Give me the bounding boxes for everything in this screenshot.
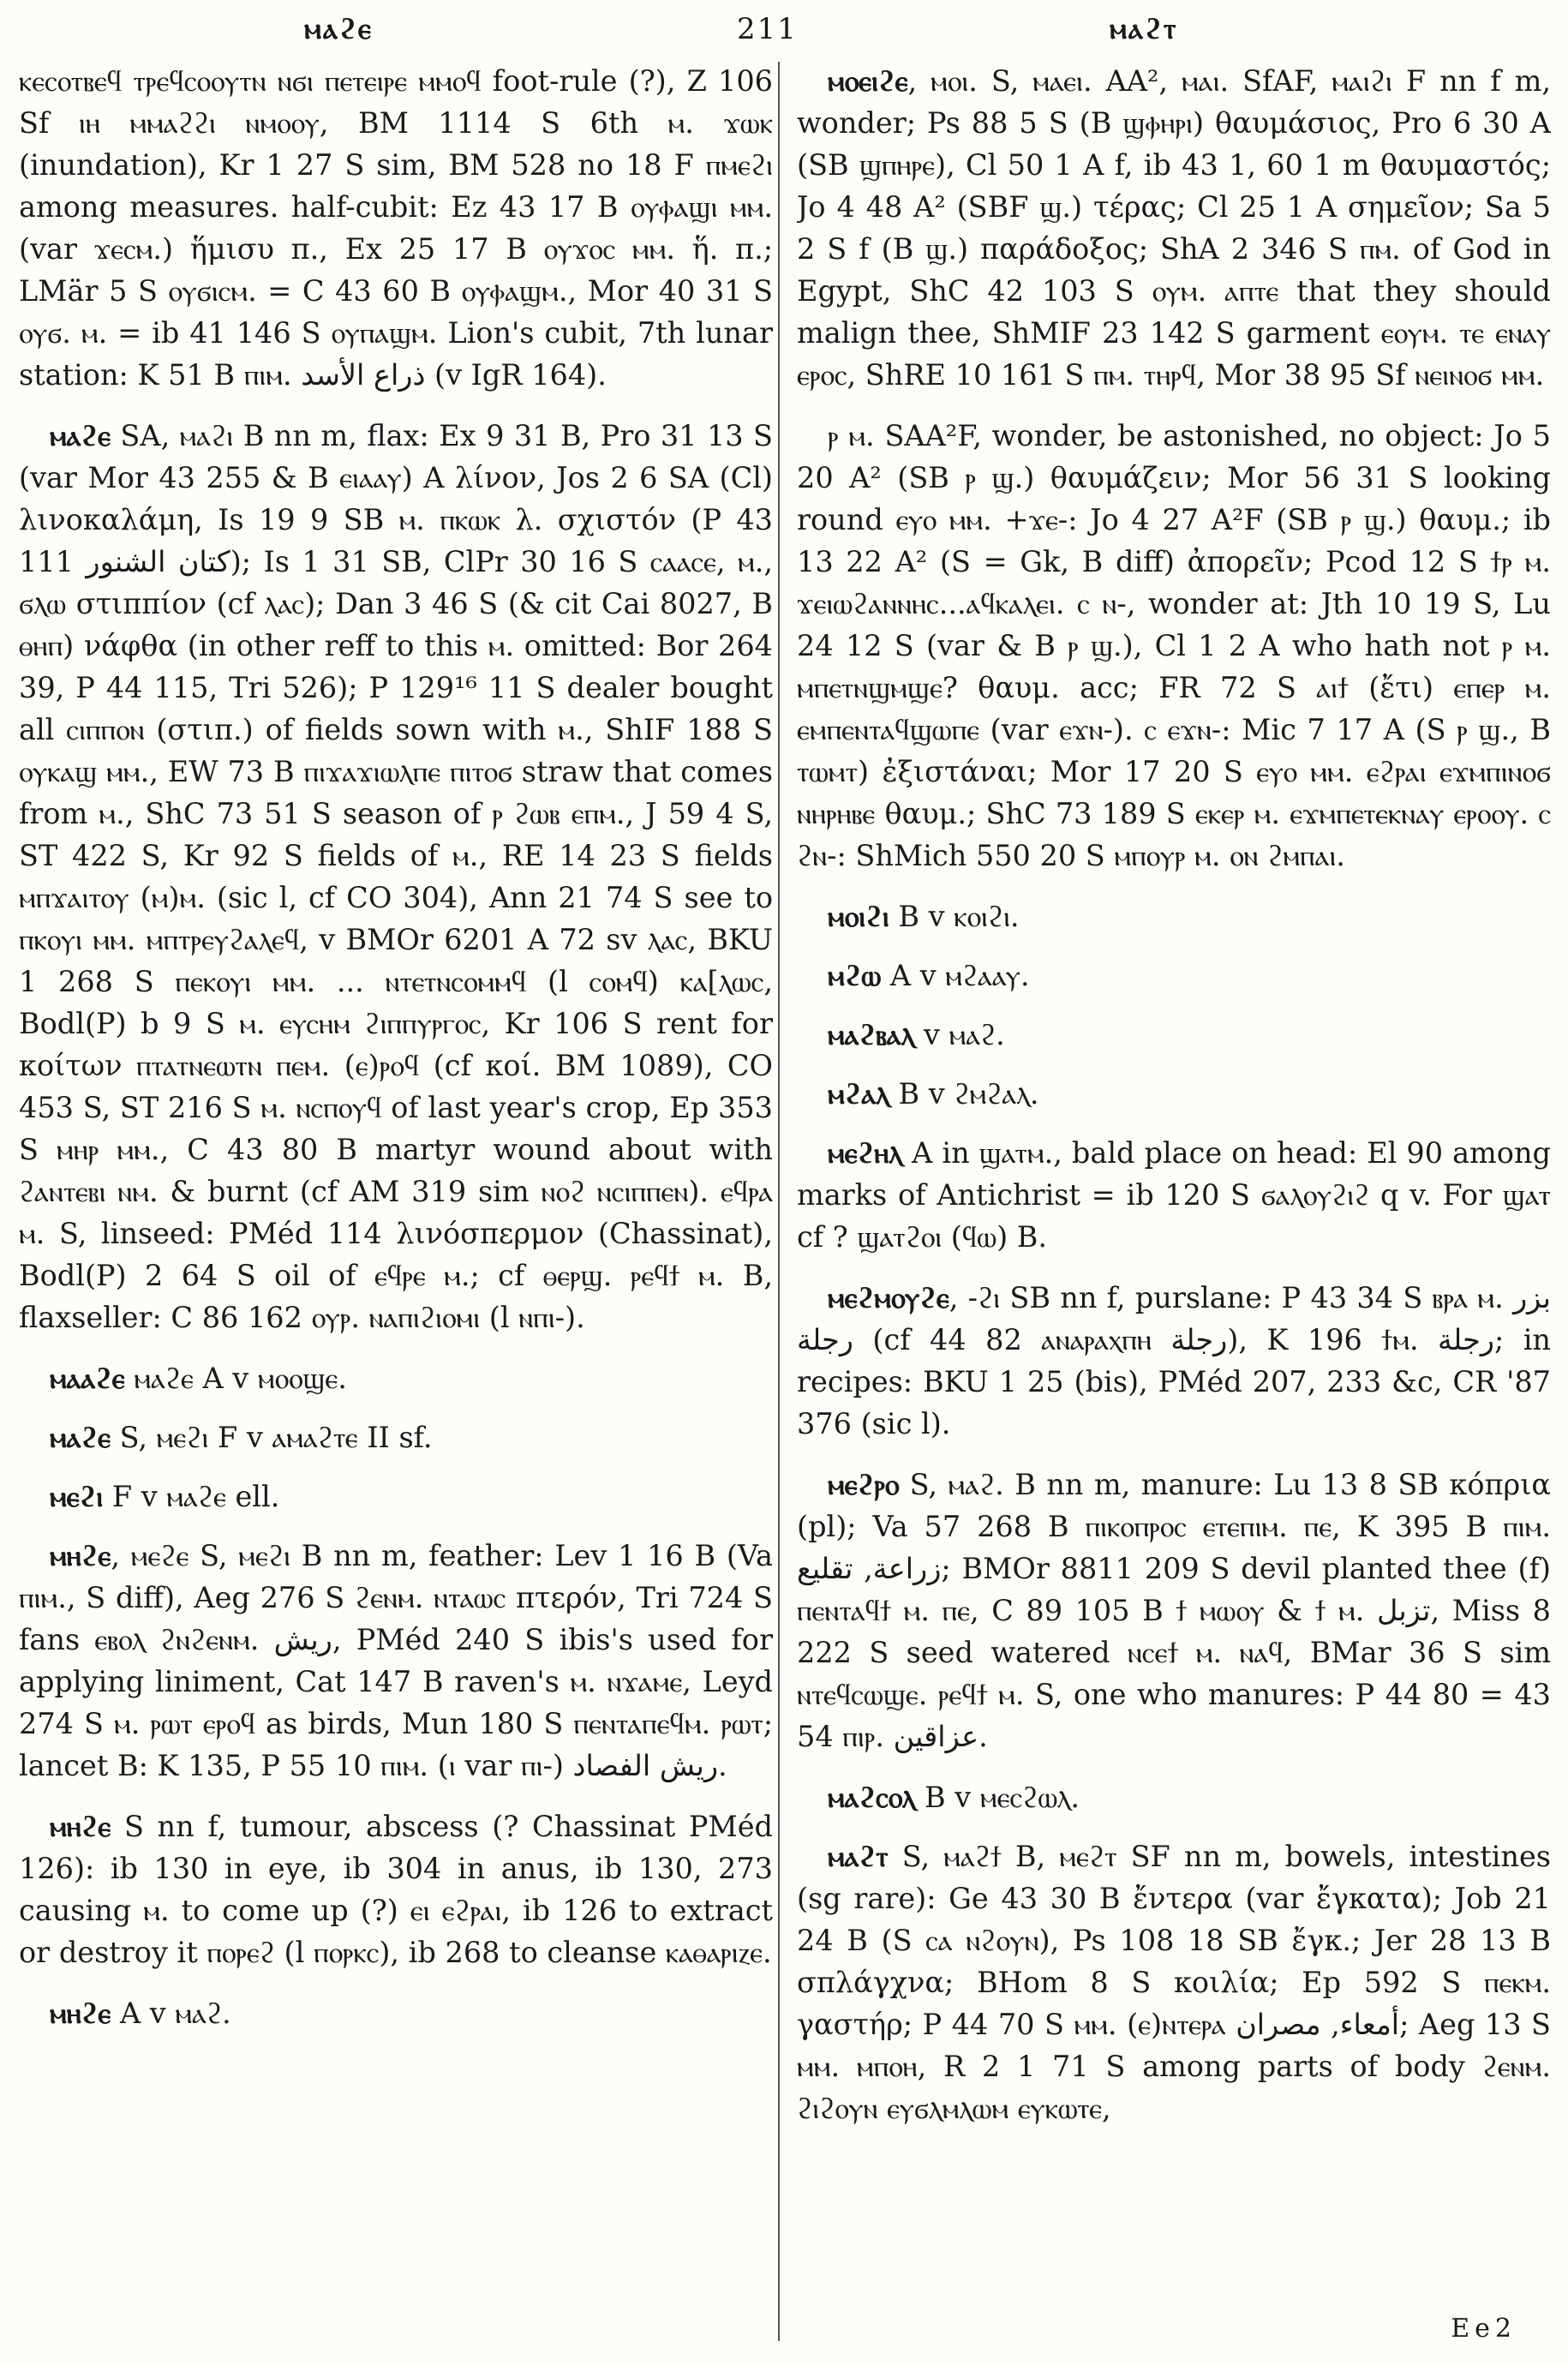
entry-headword: ⲙⲁϩⲥⲟⲗ [828,1781,916,1814]
dictionary-entry [19,415,773,1338]
dictionary-entry [797,60,1551,396]
entry-headword: ⲙⲟⲉⲓϩⲉ [828,64,908,98]
cross-reference [797,1776,1551,1818]
dictionary-entry [797,1835,1551,2129]
dictionary-entry [797,1464,1551,1757]
entry-text: ⲕⲉⲥⲟⲧⲃⲉϥ ⲧⲣⲉϥⲥⲟⲟⲩⲧⲛ ⲛϭⲓ ⲡⲉⲧⲉⲓⲣⲉ ⲙⲙⲟϥ foot-rule (?), Z 106 Sf ⲓⲏ ⲙⲙⲁϩϩⲓ ⲛⲙⲟⲟⲩ, BM 1114 S 6th ⲙ. ϫⲱⲕ (inundation), Kr 1 27 S sim, BM 528 no 18 F ⲡⲙⲉϩⲓ among measures. half-cubit: Ez 43 17 B ⲟⲩⲫⲁϣⲓ ⲙⲙ. (var ϫⲉⲥⲙ.) ἥμισυ π., Ex 25 17 B ⲟⲩϫⲟⲥ ⲙⲙ. ἥ. π.; LMär 5 S ⲟⲩϭⲓⲥⲙ. = C 43 60 B ⲟⲩⲫⲁϣⲙ., Mor 40 31 S ⲟⲩϭ. ⲙ. = ib 41 146 S ⲟⲩⲡⲁϣⲙ. Lion's cubit, 7th lunar station: K 51 B ⲡⲓⲙ. ذراع الأسد (v IgR 164). [19,64,773,392]
cross-reference [19,1992,773,2034]
entry-text: , -ϩⲓ SB nn f, purslane: P 43 34 S ⲃⲣⲁ ⲙ. بزر رجلة (cf 44 82 ⲁⲛⲁⲣⲁⲭⲡⲏ رجلة), K 196 ϯⲙ. رجلة; in recipes: BKU 1 25 (bis), PMéd 207, 233 &c, CR '87 376 (sic l). [797,1281,1551,1440]
entry-text: A in ϣⲁⲧⲙ., bald place on head: El 90 among marks of Antichrist = ib 120 S ϭⲁⲗⲟⲩϩⲓϩ q v. For ϣⲁⲧ cf ? ϣⲁⲧϩⲟⲓ (ϥⲱ) B. [797,1136,1551,1254]
entry-headword: ⲙⲁϩⲉ [50,419,111,452]
right-column [797,60,1551,2322]
dictionary-entry [797,415,1551,877]
right-running-head: ⲙⲁϩⲧ [1110,12,1178,46]
entry-headword: ⲙϩⲱ [828,959,882,992]
left-running-head: ⲙⲁϩⲉ [304,12,374,46]
column-divider [778,62,780,2341]
entry-text: B v ϩⲙϩⲁⲗ. [889,1077,1039,1111]
entry-headword: ⲙⲁϩⲃⲁⲗ [828,1018,915,1051]
cross-reference [797,1014,1551,1056]
entry-headword: ⲙⲟⲓϩⲓ [828,900,889,933]
entry-headword: ⲙⲉϩⲏⲗ [828,1136,903,1170]
dictionary-entry [19,1535,773,1787]
entry-text: S, ⲙⲁϩϯ B, ⲙⲉϩⲧ SF nn m, bowels, intestines (sg rare): Ge 43 30 B ἔντερα (var ἔγκατα); Job 21 24 B (S ⲥⲁ ⲛϩⲟⲩⲛ), Ps 108 18 SB ἔγκ.; Jer 28 13 B σπλάγχνα; BHom 8 S κοιλία; Ep 592 S ⲡⲉⲕⲙ. γαστήρ; P 44 70 S ⲙⲙ. (ⲉ)ⲛⲧⲉⲣⲁ أمعاء, مصران; Aeg 13 S ⲙⲙ. ⲙⲡⲟⲏ, R 2 1 71 S among parts of body ϩⲉⲛⲙ. ϩⲓϩⲟⲩⲛ ⲉⲩϭⲗⲙⲗⲱⲙ ⲉⲩⲕⲱⲧⲉ, [797,1840,1551,2125]
entry-text: B v ⲙⲉⲥϩⲱⲗ. [915,1781,1080,1814]
left-column [19,60,773,2322]
dictionary-entry [19,60,773,396]
entry-headword: ⲙⲏϩⲉ [50,1539,111,1572]
entry-headword: ⲙⲁϩⲉ [50,1421,111,1454]
entry-text: , ⲙⲉϩⲉ S, ⲙⲉϩⲓ B nn m, feather: Lev 1 16 B (Va ⲡⲓⲙ., S diff), Aeg 276 S ϩⲉⲛⲙ. ⲛⲧⲁⲱⲥ πτερόν, Tri 724 S fans ⲉⲃⲟⲗ ϩⲛϩⲉⲛⲙ. ريش, PMéd 240 S ibis's used for applying liniment, Cat 147 B raven's ⲙ. ⲛϫⲁⲙⲉ, Leyd 274 S ⲙ. ⲣⲱⲧ ⲉⲣⲟϥ as birds, Mun 180 S ⲡⲉⲛⲧⲁⲡⲉϥⲙ. ⲣⲱⲧ; lancet B: K 135, P 55 10 ⲡⲓⲙ. (ⲓ var ⲡⲓ-) ريش الفصاد. [19,1539,773,1782]
entry-text: SA, ⲙⲁϩⲓ B nn m, flax: Ex 9 31 B, Pro 31 13 S (var Mor 43 255 & B ⲉⲓⲁⲁⲩ) A λίνον, Jos 2 6 SA (Cl) λινοκαλάμη, Is 19 9 SB ⲙ. ⲡⲕⲱⲕ λ. σχιστόν (P 43 111 كتان الشنور); Is 1 31 SB, ClPr 30 16 S ⲥⲁⲁⲥⲉ, ⲙ., ϭⲗⲱ στιππίον (cf ⲗⲁⲥ); Dan 3 46 S (& cit Cai 8027, B ⲑⲏⲡ) νάφθα (in other reff to this ⲙ. omitted: Bor 264 39, P 44 115, Tri 526); P 129¹⁶ 11 S dealer bought all ⲥⲓⲡⲡⲟⲛ (στιπ.) of fields sown with ⲙ., ShIF 188 S ⲟⲩⲕⲁϣ ⲙⲙ., EW 73 B ⲡⲓϫⲁϫⲓⲱⲗⲡⲉ ⲡⲓⲧⲟϭ straw that comes from ⲙ., ShC 73 51 S season of ⲣ ϩⲱⲃ ⲉⲡⲙ., J 59 4 S, ST 422 S, Kr 92 S fields of ⲙ., RE 14 23 S fields ⲙⲡϫⲁⲓⲧⲟⲩ (ⲙ)ⲙ. (sic l, cf CO 304), Ann 21 74 S see to ⲡⲕⲟⲩⲓ ⲙⲙ. ⲙⲡⲧⲣⲉⲩϩⲁⲗⲉϥ, v BMOr 6201 A 72 sv ⲗⲁⲥ, BKU 1 268 S ⲡⲉⲕⲟⲩⲓ ⲙⲙ. ... ⲛⲧⲉⲧⲛⲥⲟⲙⲙϥ (l ⲥⲟⲙϥ) ⲕⲁ[ⲗⲱⲥ, Bodl(P) b 9 S ⲙ. ⲉⲩⲥⲏⲙ ϩⲓⲡⲡⲩⲣⲅⲟⲥ, Kr 106 S rent for κοίτων ⲡⲧⲁⲧⲛⲉⲱⲧⲛ ⲡⲉⲙ. (ⲉ)ⲣⲟϥ (cf κοί. BM 1089), CO 453 S, ST 216 S ⲙ. ⲛⲥⲡⲟⲩϥ of last year's crop, Ep 353 S ⲙⲏⲣ ⲙⲙ., C 43 80 B martyr wound about with ϩⲁⲛⲧⲉⲃⲓ ⲛⲙ. & burnt (cf AM 319 sim ⲛⲟϩ ⲛⲥⲓⲡⲡⲉⲛ). ⲉϥⲣⲁ ⲙ. S, linseed: PMéd 114 λινόσπερμον (Chassinat), Bodl(P) 2 64 S oil of ⲉϥⲣⲉ ⲙ.; cf ⲑⲉⲣϣ. ⲣⲉϥϯ ⲙ. B, flaxseller: C 86 162 ⲟⲩⲣ. ⲛⲁⲡⲓϩⲓⲟⲙⲓ (l ⲛⲡⲓ-). [19,419,773,1334]
entry-headword: ⲙⲉϩⲓ [50,1480,104,1513]
entry-headword: ⲙⲉϩⲣⲟ [828,1468,900,1501]
entry-headword: ⲙⲉϩⲙⲟⲩϩⲉ [828,1281,949,1314]
entry-headword: ⲙⲁϩⲧ [828,1840,889,1873]
dictionary-entry [797,1277,1551,1445]
entry-headword: ⲙϩⲁⲗ [828,1077,889,1111]
entry-text: ⲙⲁϩⲉ A v ⲙⲟⲟϣⲉ. [124,1362,347,1395]
signature-mark: Ee2 [1451,2314,1517,2344]
entry-text: ⲣ ⲙ. SAA²F, wonder, be astonished, no object: Jo 5 20 A² (SB ⲣ ϣ.) θαυμάζειν; Mor 56 31 S looking round ⲉⲩⲟ ⲙⲙ. +ϫⲉ-: Jo 4 27 A²F (SB ⲣ ϣ.) θαυμ.; ib 13 22 A² (S = Gk, B diff) ἀπορεῖν; Pcod 12 S ϯⲣ ⲙ. ϫⲉⲓⲱϩⲁⲛⲛⲏⲥ...ⲁϥⲕⲁⲗⲉⲓ. ⲥ ⲛ-, wonder at: Jth 10 19 S, Lu 24 12 S (var & B ⲣ ϣ.), Cl 1 2 A who hath not ⲣ ⲙ. ⲙⲡⲉⲧⲛϣⲙϣⲉ? θαυμ. acc; FR 72 S ⲁⲓϯ (ἔτι) ⲉⲡⲉⲣ ⲙ. ⲉⲙⲡⲉⲛⲧⲁϥϣⲱⲡⲉ (var ⲉϫⲛ-). ⲥ ⲉϫⲛ-: Mic 7 17 A (S ⲣ ϣ., B ⲧⲱⲙⲧ) ἐξιστάναι; Mor 17 20 S ⲉⲩⲟ ⲙⲙ. ⲉϩⲣⲁⲓ ⲉϫⲙⲡⲓⲛⲟϭ ⲛⲏⲣⲏⲃⲉ θαυμ.; ShC 73 189 S ⲉⲕⲉⲣ ⲙ. ⲉϫⲙⲡⲉⲧⲉⲕⲛⲁⲩ ⲉⲣⲟⲟⲩ. ⲥ ϩⲛ-: ShMich 550 20 S ⲙⲡⲟⲩⲣ ⲙ. ⲟⲛ ϩⲙⲡⲁⲓ. [797,419,1551,872]
dictionary-entry [19,1805,773,1973]
entry-text: , ⲙⲟⲓ. S, ⲙⲁⲉⲓ. AA², ⲙⲁⲓ. SfAF, ⲙⲁⲓϩⲓ F nn f m, wonder; Ps 88 5 S (B ϣⲫⲏⲣⲓ) θαυμάσιος, Pro 6 30 A (SB ϣⲡⲏⲣⲉ), Cl 50 1 A f, ib 43 1, 60 1 m θαυμαστός; Jo 4 48 A² (SBF ϣ.) τέρας; Cl 25 1 A σημεῖον; Sa 5 2 S f (B ϣ.) παράδοξος; ShA 2 346 S ⲡⲙ. of God in Egypt, ShC 42 103 S ⲟⲩⲙ. ⲁⲡⲧⲉ that they should malign thee, ShMIF 23 142 S garment ⲉⲟⲩⲙ. ⲧⲉ ⲉⲛⲁⲩ ⲉⲣⲟⲥ, ShRE 10 161 S ⲡⲙ. ⲧⲏⲣϥ, Mor 38 95 Sf ⲛⲉⲓⲛⲟϭ ⲙⲙ. [797,64,1551,392]
page-number: 211 [737,12,798,46]
entry-text: F v ⲙⲁϩⲉ ell. [103,1480,280,1513]
entry-headword: ⲙⲏϩⲉ [50,1810,111,1843]
entry-text: S nn f, tumour, abscess (? Chassinat PMéd 126): ib 130 in eye, ib 304 in anus, ib 130, 273 causing ⲙ. to come up (?) ⲉⲓ ⲉϩⲣⲁⲓ, ib 126 to extract or destroy it ⲡⲟⲣⲉϩ (l ⲡⲟⲣⲕⲥ), ib 268 to cleanse ⲕⲁⲑⲁⲣⲓⲍⲉ. [19,1810,773,1969]
dictionary-entry [797,1132,1551,1258]
cross-reference [19,1476,773,1518]
entry-text: A v ⲙⲁϩ. [111,1997,231,2030]
cross-reference [19,1357,773,1399]
cross-reference [797,895,1551,937]
entry-text: S, ⲙⲁϩ. B nn m, manure: Lu 13 8 SB κόπρια (pl); Va 57 268 B ⲡⲓⲕⲟⲡⲣⲟⲥ ⲉⲧⲉⲡⲓⲙ. ⲡⲉ, K 395 B ⲡⲓⲙ. زراعة, تقليع; BMOr 8811 209 S devil planted thee (f) ⲡⲉⲛⲧⲁϥϯ ⲙ. ⲡⲉ, C 89 105 B ϯ ⲙⲱⲟⲩ & ϯ ⲙ. تزبل, Miss 8 222 S seed watered ⲛⲥⲉϯ ⲙ. ⲛⲁϥ, BMar 36 S sim ⲛⲧⲉϥⲥⲱϣⲉ. ⲣⲉϥϯ ⲙ. S, one who manures: P 44 80 = 43 54 ⲡⲓⲣ. عزاقين. [797,1468,1551,1753]
entry-headword: ⲙⲏϩⲉ [50,1997,111,2030]
cross-reference [19,1416,773,1458]
running-head [0,12,1568,57]
entry-text: B v ⲕⲟⲓϩⲓ. [889,900,1020,933]
cross-reference [797,955,1551,997]
entry-text: v ⲙⲁϩ. [914,1018,1005,1051]
entry-text: A v ⲙϩⲁⲁⲩ. [881,959,1030,992]
entry-text: S, ⲙⲉϩⲓ F v ⲁⲙⲁϩⲧⲉ II sf. [110,1421,433,1454]
entry-headword: ⲙⲁⲁϩⲉ [50,1362,125,1395]
cross-reference [797,1073,1551,1115]
